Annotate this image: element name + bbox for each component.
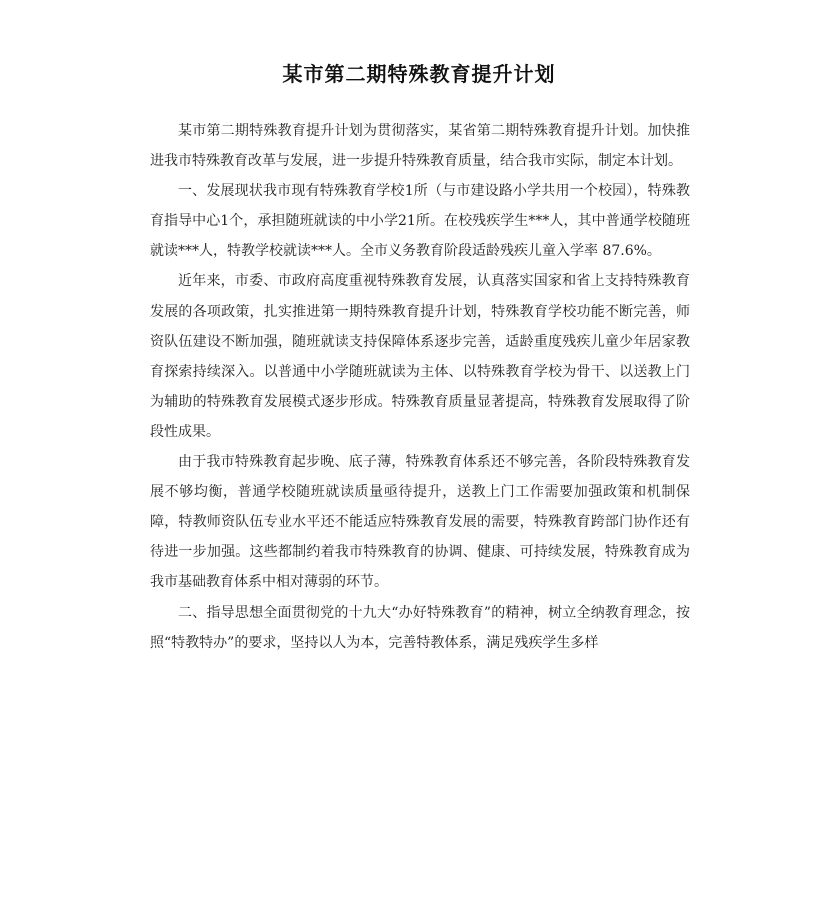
document-body: [150, 116, 690, 658]
paragraph-recent-progress: 近年来，市委、市政府高度重视特殊教育发展，认真落实国家和省上支持特殊教育发展的各项政策，扎实推进第一期特殊教育提升计划，特殊教育学校功能不断完善，师资队伍建设不断加强，随班就读支持保障体系逐步完善，适龄重度残疾儿童少年居家教育探索持续深入。以普通中小学随班就读为主体、以特殊教育学校为骨干、以送教上门为辅助的特殊教育发展模式逐步形成。特殊教育质量显著提高，特殊教育发展取得了阶段性成果。: [150, 273, 690, 440]
paragraph-challenges: 由于我市特殊教育起步晚、底子薄，特殊教育体系还不够完善，各阶段特殊教育发展不够均衡，普通学校随班就读质量亟待提升，送教上门工作需要加强政策和机制保障，特教师资队伍专业水平还不能适应特殊教育发展的需要，特殊教育跨部门协作还有待进一步加强。这些都制约着我市特殊教育的协调、健康、可持续发展，特殊教育成为我市基础教育体系中相对薄弱的环节。: [150, 454, 690, 591]
document-title: 某市第二期特殊教育提升计划: [282, 62, 556, 86]
paragraph-intro: 某市第二期特殊教育提升计划为贯彻落实，某省第二期特殊教育提升计划。加快推进我市特殊教育改革与发展，进一步提升特殊教育质量，结合我市实际，制定本计划。: [150, 123, 690, 170]
paragraph-current-status: 一、发展现状我市现有特殊教育学校1所（与市建设路小学共用一个校园），特殊教育指导中心1个，承担随班就读的中小学21所。在校残疾学生***人，其中普通学校随班就读***人，特教学校就读***人。全市义务教育阶段适龄残疾儿童入学率 87.6%。: [150, 183, 690, 260]
paragraph-guiding-ideology: 二、指导思想全面贯彻党的十九大“办好特殊教育”的精神，树立全纳教育理念，按照“特教特办”的要求，坚持以人为本，完善特教体系，满足残疾学生多样: [150, 604, 690, 651]
